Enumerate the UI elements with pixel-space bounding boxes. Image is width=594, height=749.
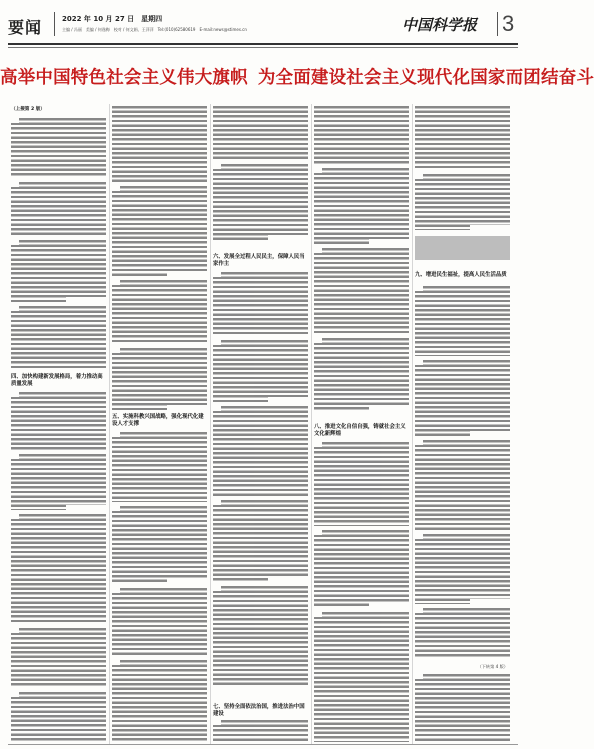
text-block <box>415 440 510 530</box>
text-block <box>11 392 106 450</box>
article-column-5 <box>415 106 510 742</box>
text-block <box>314 248 409 334</box>
masthead-rule-thin <box>8 47 518 48</box>
image-placeholder <box>415 236 510 260</box>
text-block <box>11 306 106 370</box>
text-block <box>112 106 207 182</box>
text-block <box>112 660 207 742</box>
article-column-3 <box>213 106 308 742</box>
text-block <box>112 432 207 502</box>
text-block <box>11 118 106 178</box>
headline-part-1: 高举中国特色社会主义伟大旗帜 <box>0 68 248 88</box>
text-block <box>415 286 510 356</box>
text-block <box>213 164 308 240</box>
text-block <box>314 442 409 526</box>
text-block <box>415 106 510 170</box>
article-column-2 <box>112 106 207 742</box>
column-separator <box>412 104 413 744</box>
page-number-divider <box>497 12 498 36</box>
page-number: 3 <box>502 11 515 36</box>
masthead <box>0 0 524 44</box>
section-heading-7: 七、坚持全面依法治国，推进法治中国建设 <box>213 704 305 717</box>
newspaper-logo: 中国科学报 <box>402 16 478 34</box>
text-block <box>11 628 106 688</box>
headline <box>0 64 594 89</box>
text-block <box>11 692 106 742</box>
text-block <box>314 338 409 410</box>
dateline: 2022 年 10 月 27 日 星期四 <box>62 15 163 23</box>
text-block <box>314 106 409 164</box>
text-block <box>213 406 308 496</box>
article-column-4 <box>314 106 409 742</box>
text-block <box>415 174 510 230</box>
section-heading-4: 四、加快构建新发展格局，着力推动高质量发展 <box>11 374 103 387</box>
masthead-rule-thick <box>8 43 518 45</box>
column-separator <box>210 104 211 744</box>
text-block <box>11 240 106 302</box>
article-column-1 <box>11 106 106 742</box>
text-block <box>415 534 510 604</box>
text-block <box>213 106 308 160</box>
masthead-divider <box>54 12 55 36</box>
section-heading-8: 八、推进文化自信自强，铸就社会主义文化新辉煌 <box>314 424 406 437</box>
text-block <box>314 612 409 742</box>
text-block <box>11 514 106 624</box>
text-block <box>213 586 308 686</box>
text-block <box>213 500 308 582</box>
editor-credits: 主编 / 冯丽 美编 / 何逸梅 校对 / 何文娟、王萍萍 Tel:(010)62580619 E-mail:news@stimes.cn <box>62 27 247 32</box>
text-block <box>112 280 207 344</box>
text-block <box>415 674 510 742</box>
continued-from-label: （上接第 2 版） <box>11 107 45 112</box>
section-heading-5: 五、实施科教兴国战略，强化现代化建设人才支撑 <box>112 414 204 427</box>
text-block <box>112 348 207 410</box>
text-block <box>112 506 207 584</box>
column-separator <box>311 104 312 744</box>
headline-part-2: 为全面建设社会主义现代化国家而团结奋斗 <box>257 68 594 88</box>
text-block <box>213 272 308 336</box>
column-separator <box>109 104 110 744</box>
section-name: 要闻 <box>8 18 43 37</box>
text-block <box>112 588 207 656</box>
continued-on-label: （下转第 4 版） <box>477 664 508 669</box>
section-heading-9: 九、增进民生福祉，提高人民生活品质 <box>415 272 507 278</box>
text-block <box>213 340 308 402</box>
text-block <box>415 360 510 436</box>
text-block <box>11 454 106 510</box>
text-block <box>314 168 409 244</box>
text-block <box>112 186 207 276</box>
section-heading-6: 六、发展全过程人民民主，保障人民当家作主 <box>213 254 305 267</box>
text-block <box>415 608 510 658</box>
bottom-rule <box>8 744 518 745</box>
text-block <box>314 530 409 608</box>
text-block <box>11 182 106 236</box>
text-block <box>213 720 308 742</box>
